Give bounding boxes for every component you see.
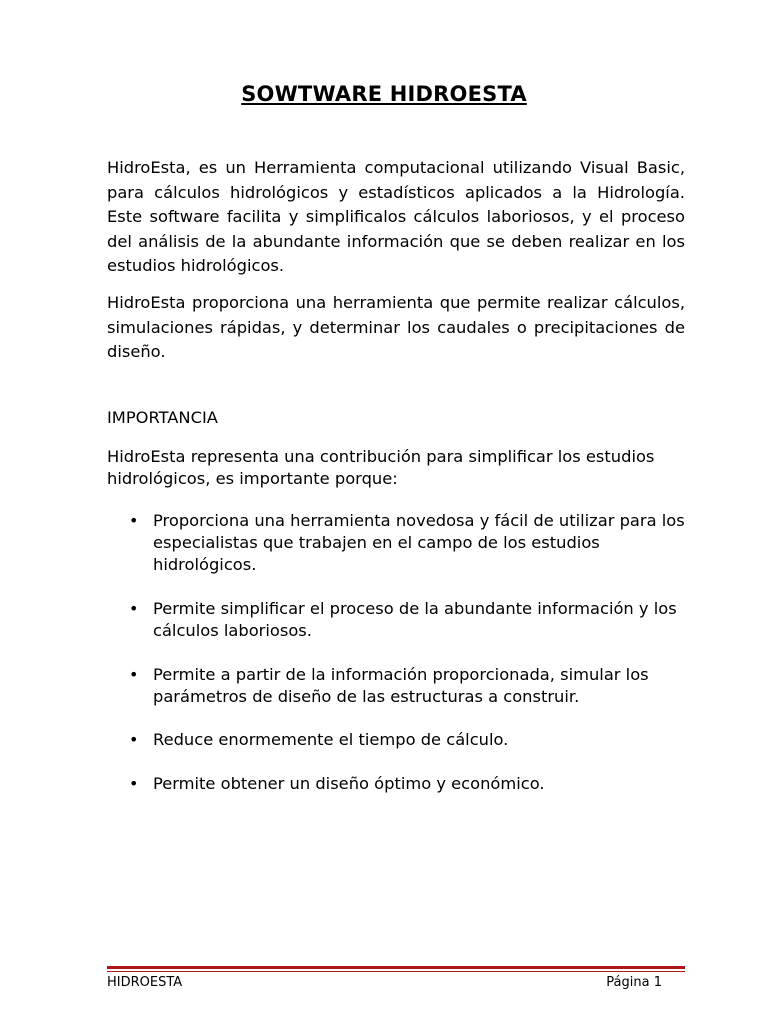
- paragraph-description: HidroEsta proporciona una herramienta que permite realizar cálculos, simulaciones rápidas, y determinar los caudales o precipitaciones de diseño.: [107, 293, 685, 361]
- list-item-text: Proporciona una herramienta novedosa y fácil de utilizar para los especialistas que trabajen en el campo de los estudios hidrológicos.: [153, 511, 685, 574]
- bullet-icon: •: [129, 730, 139, 749]
- list-item-text: Permite simplificar el proceso de la abundante información y los cálculos laboriosos.: [153, 599, 677, 640]
- list-item-text: Permite a partir de la información proporcionada, simular los parámetros de diseño de las estructuras a construir.: [153, 665, 649, 706]
- bullet-icon: •: [129, 599, 139, 618]
- footer-rule-thin: [107, 971, 685, 972]
- paragraph-intro: HidroEsta, es un Herramienta computacional utilizando Visual Basic, para cálculos hidrológicos y estadísticos aplicados a la Hidrología. Este software facilita y simplificalos cálculos laboriosos, y el proceso del análisis de la abundante información que se deben realizar en los estudios hidrológicos.: [107, 158, 685, 275]
- list-item-text: Reduce enormemente el tiempo de cálculo.: [153, 730, 509, 749]
- bullet-icon: •: [129, 774, 139, 793]
- paragraph-importance: HidroEsta representa una contribución para simplificar los estudios hidrológicos, es importante porque:: [107, 447, 655, 488]
- bullet-icon: •: [129, 511, 139, 530]
- bullet-icon: •: [129, 665, 139, 684]
- section-heading: IMPORTANCIA: [107, 408, 218, 427]
- document-title: SOWTWARE HIDROESTA: [241, 82, 527, 106]
- page-number: Página 1: [606, 975, 662, 990]
- footer-rule: [107, 966, 685, 969]
- list-item-text: Permite obtener un diseño óptimo y económico.: [153, 774, 545, 793]
- footer-title: HIDROESTA: [107, 975, 183, 990]
